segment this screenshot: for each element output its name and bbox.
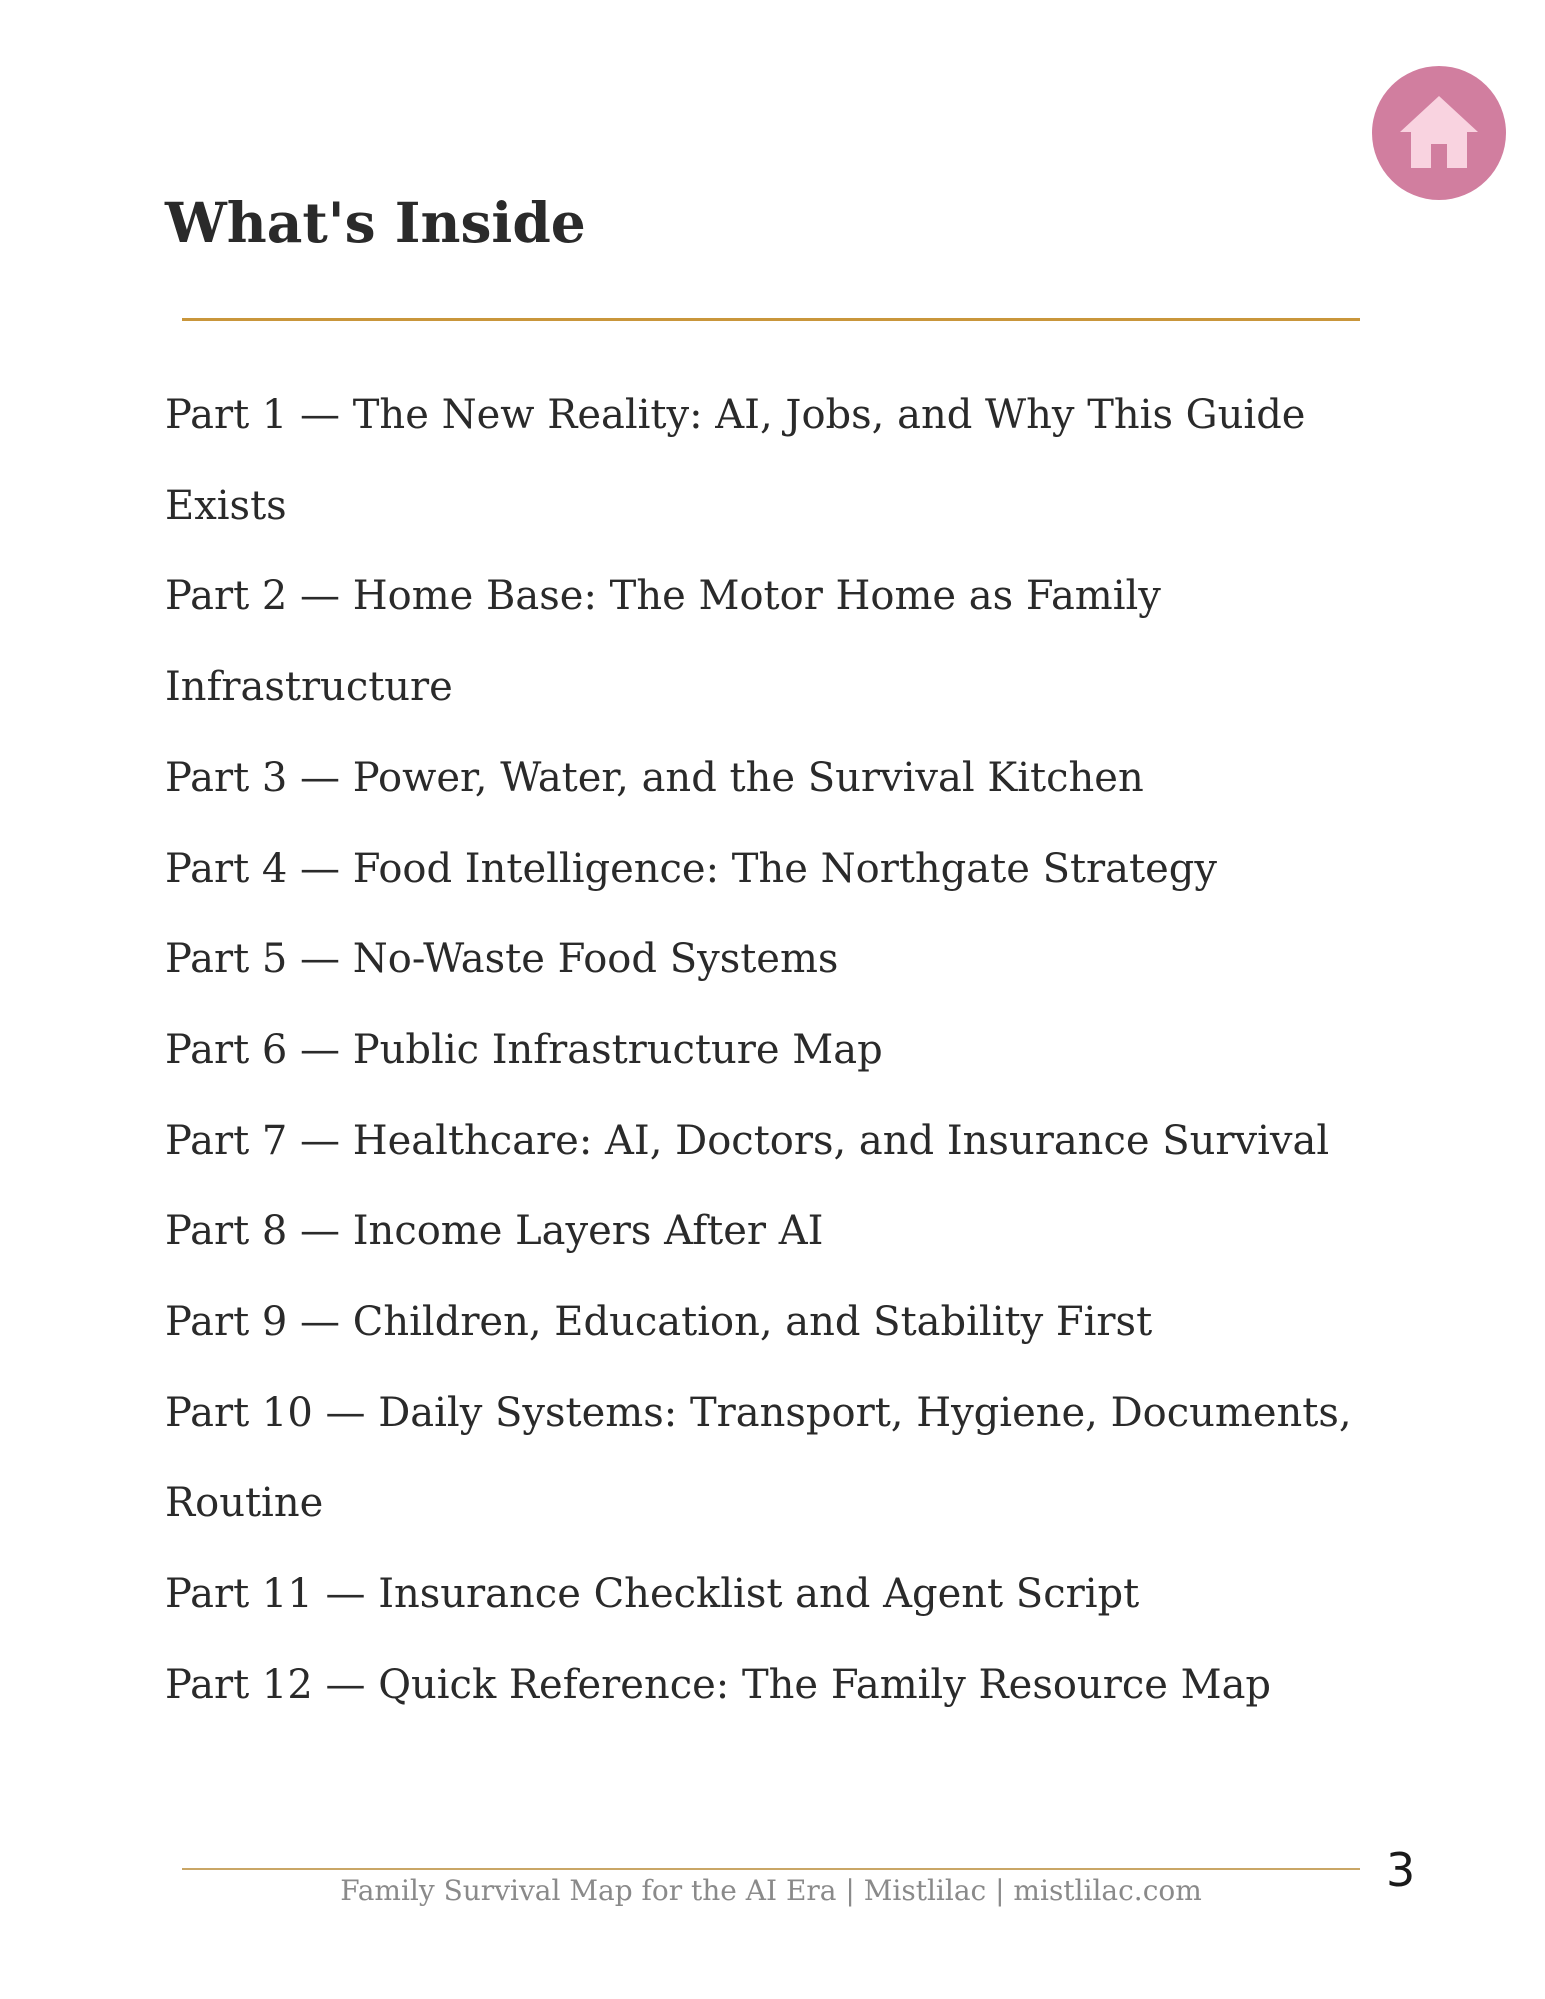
toc-item-part-9[interactable]: Part 9 — Children, Education, and Stability First	[165, 1299, 1153, 1346]
toc-item-part-4[interactable]: Part 4 — Food Intelligence: The Northgate Strategy	[165, 845, 1217, 892]
footer-divider	[182, 1868, 1360, 1870]
table-of-contents	[165, 370, 1385, 1731]
toc-item-part-11[interactable]: Part 11 — Insurance Checklist and Agent Script	[165, 1571, 1140, 1618]
toc-item-part-7[interactable]: Part 7 — Healthcare: AI, Doctors, and Insurance Survival	[165, 1117, 1330, 1164]
home-icon	[1394, 88, 1484, 178]
toc-item-part-1[interactable]: Part 1 — The New Reality: AI, Jobs, and Why This Guide Exists	[165, 392, 1306, 529]
toc-item-part-12[interactable]: Part 12 — Quick Reference: The Family Resource Map	[165, 1661, 1272, 1708]
footer-text: Family Survival Map for the AI Era | Mistlilac | mistlilac.com	[340, 1874, 1202, 1907]
toc-item-part-6[interactable]: Part 6 — Public Infrastructure Map	[165, 1026, 883, 1073]
toc-item-part-3[interactable]: Part 3 — Power, Water, and the Survival Kitchen	[165, 754, 1144, 801]
toc-item-part-10[interactable]: Part 10 — Daily Systems: Transport, Hygiene, Documents, Routine	[165, 1389, 1352, 1527]
toc-item-part-8[interactable]: Part 8 — Income Layers After AI	[165, 1208, 824, 1255]
title-divider	[182, 318, 1360, 321]
home-button[interactable]	[1372, 66, 1506, 200]
page-number: 3	[1386, 1843, 1416, 1897]
toc-item-part-5[interactable]: Part 5 — No-Waste Food Systems	[165, 936, 839, 983]
toc-item-part-2[interactable]: Part 2 — Home Base: The Motor Home as Family Infrastructure	[165, 573, 1161, 711]
page-title: What's Inside	[165, 190, 586, 255]
